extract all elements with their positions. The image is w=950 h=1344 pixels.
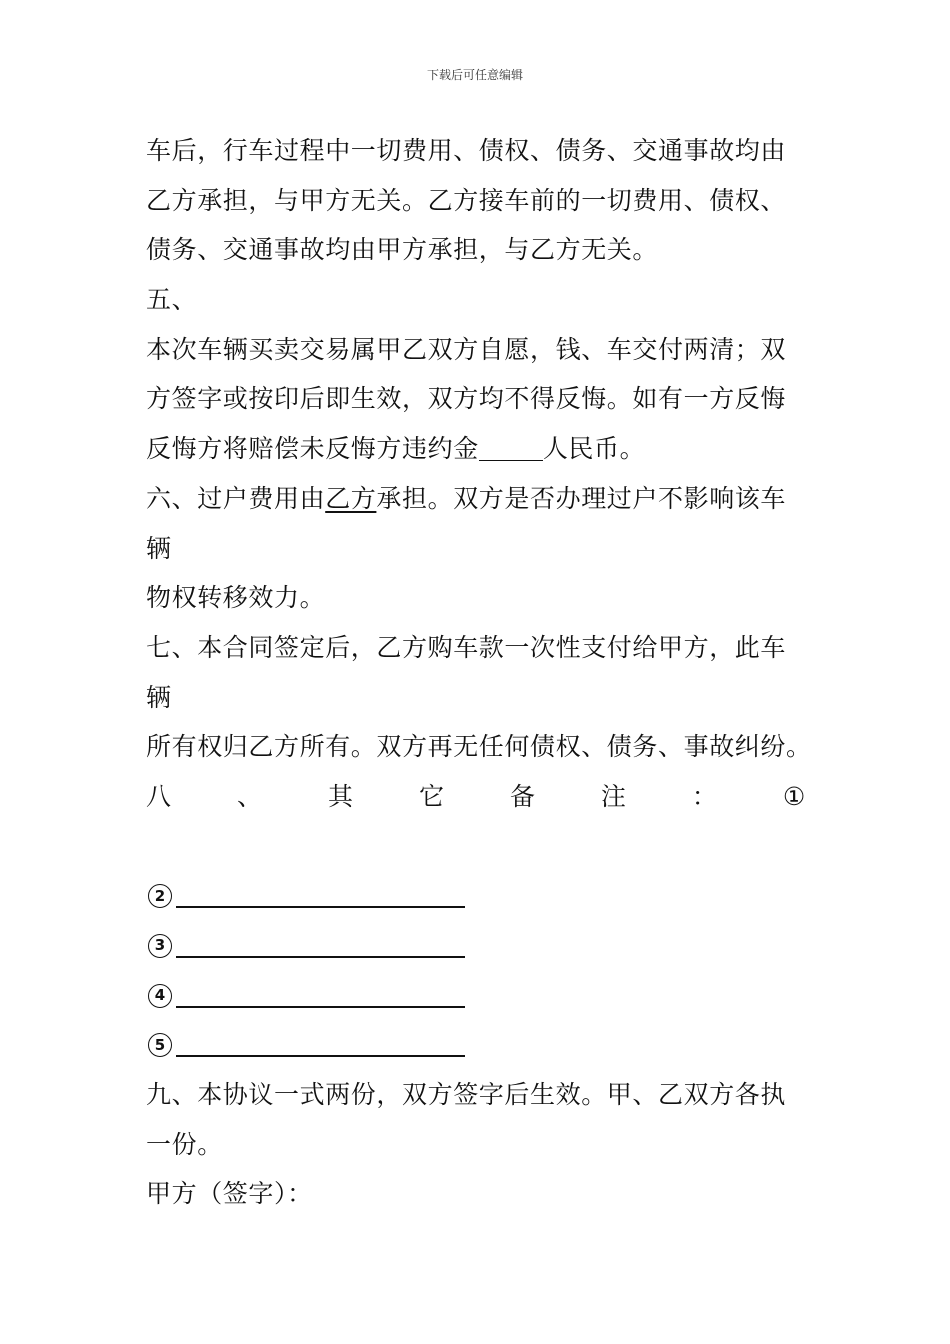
circled-number: 3: [148, 934, 172, 958]
text-line: 一份。: [146, 1129, 223, 1159]
fee-payer-underlined: 乙方: [325, 483, 377, 513]
section-8-char: 注: [600, 781, 627, 811]
text-line: 乙方承担，与甲方无关。乙方接车前的一切费用、债权、: [146, 185, 787, 215]
remark-blank-line[interactable]: [176, 884, 465, 908]
circled-number: 2: [148, 884, 172, 908]
section-8-char: 、: [236, 781, 263, 811]
text-line: 辆: [146, 533, 172, 563]
text-line: 方签字或按印后即生效，双方均不得反悔。如有一方反悔: [146, 384, 787, 414]
text-line: 车后，行车过程中一切费用、债权、债务、交通事故均由: [146, 136, 787, 165]
text-line: 辆: [146, 682, 172, 712]
section-6-text-rest: 承担。双方是否办理过户不影响该车: [376, 483, 787, 513]
remark-blank-line[interactable]: [176, 934, 465, 958]
remark-item-2: [146, 871, 806, 921]
section-6-line: [146, 474, 806, 524]
section-7-line: 七、本合同签定后，乙方购车款一次性支付给甲方，此车: [146, 632, 787, 662]
text-line: 物权转移效力。: [146, 583, 326, 613]
remark-item-5: [146, 1020, 806, 1070]
penalty-text: 反悔方将赔偿未反悔方违约金: [146, 434, 479, 464]
remark-item-4: [146, 971, 806, 1021]
document-body: [146, 126, 812, 1219]
section-8-char: 备: [509, 781, 536, 811]
circled-number: 5: [148, 1033, 172, 1057]
section-8-heading: [146, 772, 806, 822]
penalty-amount-blank[interactable]: [479, 430, 543, 461]
text-line: 本次车辆买卖交易属甲乙双方自愿，钱、车交付两清；双: [146, 334, 787, 364]
text-line: 所有权归乙方所有。双方再无任何债权、债务、事故纠纷。: [146, 732, 812, 762]
section-8-char: 其: [327, 781, 354, 811]
currency-text: 人民币。: [542, 434, 646, 464]
remark-1-marker: ①: [782, 781, 806, 811]
remark-blank-line[interactable]: [176, 984, 465, 1008]
page-header: 下载后可任意编辑: [426, 68, 523, 82]
section-8-char: 八: [146, 781, 172, 811]
section-9-line: 九、本协议一式两份，双方签字后生效。甲、乙双方各执: [146, 1080, 787, 1110]
remark-item-3: [146, 921, 806, 971]
remark-blank-line[interactable]: [176, 1033, 465, 1057]
party-a-signature-label: 甲方（签字）：: [146, 1179, 313, 1209]
section-8-char: 它: [418, 781, 445, 811]
penalty-line: [146, 424, 806, 474]
section-8-char: ：: [691, 781, 718, 811]
section-6-text: 六、过户费用由: [146, 483, 326, 513]
circled-number: 4: [148, 984, 172, 1008]
blank-gap: [146, 822, 806, 872]
section-5-heading: 五、: [146, 285, 198, 315]
text-line: 债务、交通事故均由甲方承担，与乙方无关。: [146, 235, 659, 265]
